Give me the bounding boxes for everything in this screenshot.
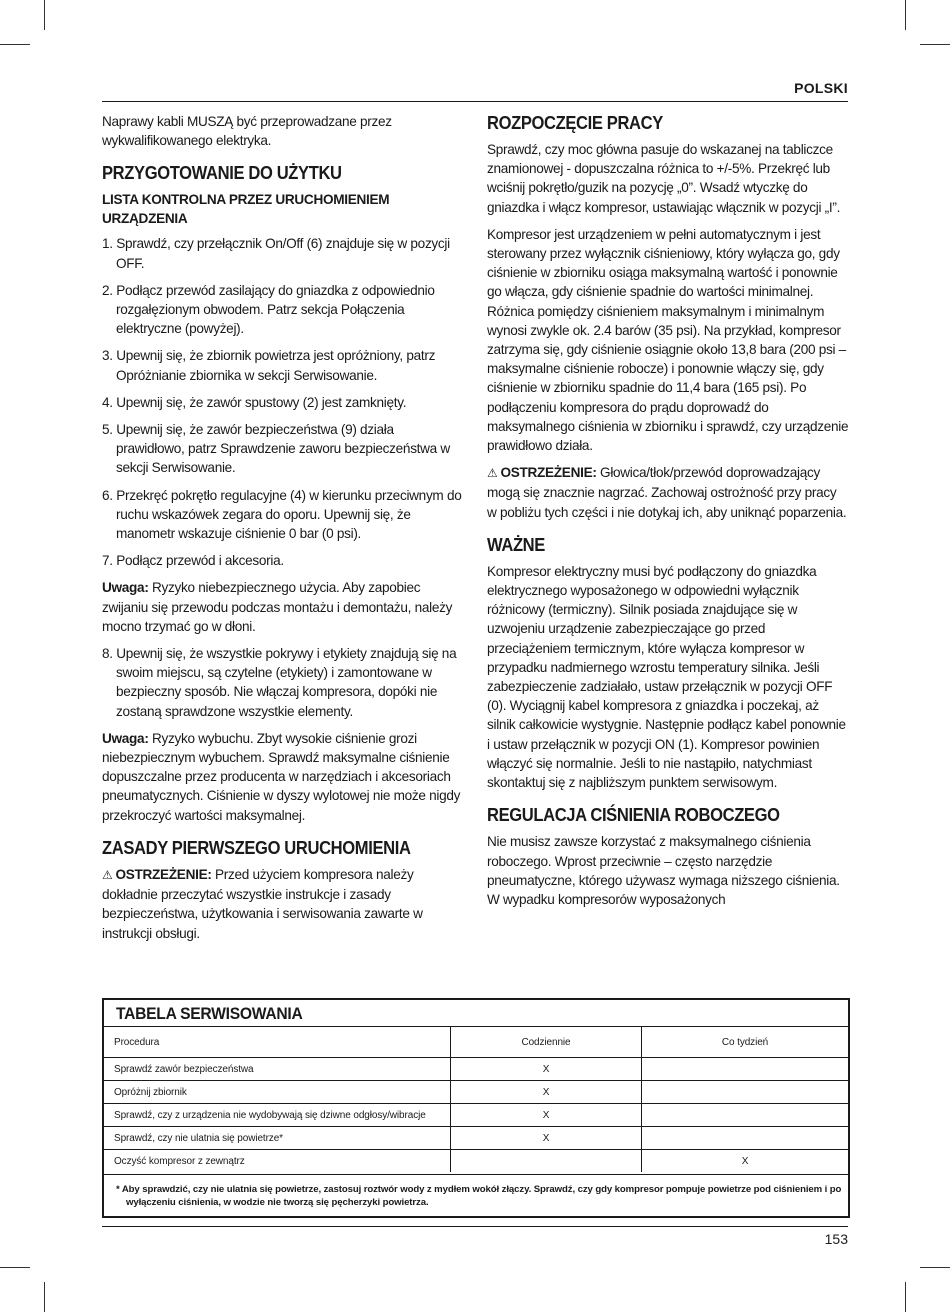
checklist-item: 1. Sprawdź, czy przełącznik On/Off (6) znajduje się w pozycji OFF. — [102, 236, 450, 271]
column-header: Procedura — [104, 1027, 451, 1058]
language-label: POLSKI — [794, 80, 848, 96]
header-rule — [102, 101, 848, 102]
paragraph: Nie musisz zawsze korzystać z maksymalnego ciśnienia roboczego. Wprost przeciwnie – często narzędzie pneumatyczne, którego używasz wymaga niższego ciśnienia. W wypadku kompresorów wyposażonych — [487, 834, 840, 907]
warning-paragraph — [487, 463, 849, 522]
note-text: Ryzyko wybuchu. Zbyt wysokie ciśnienie grozi niebezpiecznym wybuchem. Sprawdź maksymalne ciśnienie dopuszczalne przez producenta w narzędziach i akcesoriach pneumatycznych. Ciśnienie w dyszy wylotowej nie może nigdy przekroczyć wartości maksymalnej. — [102, 730, 461, 823]
checklist-item: 8. Upewnij się, że wszystkie pokrywy i etykiety znajdują się na swoim miejscu, są czytelne (etykiety) i zamontowane w bezpieczny sposób. Nie włączaj kompresora, dopóki nie zostaną sprawdzone wszystkie elementy. — [102, 646, 457, 719]
table-cell — [642, 1081, 849, 1104]
section-heading-first-start: ZASADY PIERWSZEGO URUCHOMIENIA — [102, 837, 411, 858]
checklist-item: 7. Podłącz przewód i akcesoria. — [102, 553, 284, 569]
service-table — [104, 1026, 848, 1172]
table-cell — [642, 1127, 849, 1150]
table-cell: Sprawdź, czy z urządzenia nie wydobywają się dziwne odgłosy/wibracje — [104, 1104, 451, 1127]
table-cell — [642, 1058, 849, 1081]
section-heading-pressure: REGULACJA CIŚNIENIA ROBOCZEGO — [487, 805, 780, 826]
note-paragraph — [102, 578, 464, 636]
table-row — [104, 1058, 848, 1081]
crop-mark — [0, 1267, 30, 1268]
table-row — [104, 1081, 848, 1104]
table-cell: Opróżnij zbiornik — [104, 1081, 451, 1104]
crop-mark — [44, 1282, 45, 1312]
section-heading-important: WAŻNE — [487, 534, 545, 555]
paragraph: Sprawdź, czy moc główna pasuje do wskazanej na tabliczce znamionowej - dopuszczalna różnica to +/-5%. Przekręć lub wciśnij pokrętło/guzik na pozycję „0”. Wsadź wtyczkę do gniazdka i włącz kompresor, ustawiając włącznik w pozycji „I”. — [487, 142, 841, 215]
checklist-item: 2. Podłącz przewód zasilający do gniazdka z odpowiednio rozgałęzionym obwodem. Patrz sekcja Połączenia elektryczne (powyżej). — [102, 282, 435, 337]
table-cell: X — [451, 1127, 642, 1150]
warning-text: Przed użyciem kompresora należy dokładnie przeczytać wszystkie instrukcje i zasady bezpieczeństwa, użytkowania i serwisowania zawarte w instrukcji obsługi. — [102, 866, 423, 941]
table-cell — [451, 1150, 642, 1173]
intro-paragraph: Naprawy kabli MUSZĄ być przeprowadzane przez wykwalifikowanego elektryka. — [102, 114, 392, 149]
section-heading-start: ROZPOCZĘCIE PRACY — [487, 113, 663, 133]
checklist-item: 3. Upewnij się, że zbiornik powietrza jest opróżniony, patrz Opróżnianie zbiornika w sekcji Serwisowanie. — [102, 348, 436, 383]
checklist-item: 5. Upewnij się, że zawór bezpieczeństwa (9) działa prawidłowo, patrz Sprawdzenie zaworu bezpieczeństwa w sekcji Serwisowanie. — [102, 422, 450, 476]
checklist-continued — [102, 644, 464, 721]
crop-mark — [44, 0, 45, 30]
footnote-divider — [104, 1174, 848, 1175]
column-header: Codziennie — [451, 1027, 642, 1058]
footer-rule — [102, 1226, 848, 1227]
paragraph: Kompresor elektryczny musi być podłączony do gniazdka elektrycznego wyposażonego w odpowiedni wyłącznik różnicowy (termiczny). Silnik posiada znajdujące się w uzwojeniu urządzenie zabezpieczające go przed przeciążeniem termicznym, które wyłącza kompresor w przypadku nadmiernego wzrostu temperatury silnika. Jeśli zabezpieczenie zadziałało, ustaw przełącznik w pozycji OFF (0). Wyciągnij kabel kompresora z gniazdka i poczekaj, aż silnik całkowicie wystygnie. Następnie podłącz kabel ponownie i ustaw przełącznik w pozycji ON (1). Kompresor powinien włączyć się normalnie. Jeśli to nie nastąpiło, natychmiast skontaktuj się z najbliższym punktem serwisowym. — [487, 563, 846, 791]
table-cell: Sprawdź zawór bezpieczeństwa — [104, 1058, 451, 1081]
checklist-item: 6. Przekręć pokrętło regulacyjne (4) w kierunku przeciwnym do ruchu wskazówek zegara do oporu. Upewnij się, że manometr wskazuje ciśnienie 0 bar (0 psi). — [102, 487, 462, 542]
warning-label: OSTRZEŻENIE: — [500, 465, 597, 481]
note-text: Ryzyko niebezpiecznego użycia. Aby zapobiec zwijaniu się przewodu podczas montażu i demontażu, należy mocno trzymać go w dłoni. — [102, 580, 453, 634]
crop-mark — [920, 44, 950, 45]
checklist-heading: LISTA KONTROLNA PRZEZ URUCHOMIENIEM URZĄDZENIA — [102, 192, 390, 227]
table-cell: X — [451, 1104, 642, 1127]
table-title: TABELA SERWISOWANIA — [116, 1004, 303, 1023]
table-row — [104, 1150, 848, 1173]
table-header-row — [104, 1027, 848, 1058]
checklist-item: 4. Upewnij się, że zawór spustowy (2) jest zamknięty. — [102, 394, 407, 410]
paragraph: Kompresor jest urządzeniem w pełni automatycznym i jest sterowany przez wyłącznik ciśnieniowy, który wyłącza go, gdy ciśnienie w zbiorniku osiąga maksymalną wartość i ponownie go włącza, gdy ciśnienie spadnie do wartości minimalnej. Różnica pomiędzy ciśnieniem maksymalnym i minimalnym wynosi zwykle ok. 2.4 barów (35 psi). Na przykład, kompresor zatrzyma się, gdy ciśnienie osiągnie około 13,8 bara (200 psi – maksymalne ciśnienie robocze) i ponownie włączy się, gdy ciśnienie w zbiorniku spadnie do 11,4 bara (165 psi). Po podłączeniu kompresora do prądu doprowadź do maksymalnego ciśnienia w zbiorniku i sprawdź, czy urządzenie prawidłowo działa. — [487, 226, 849, 454]
section-heading-preparation: PRZYGOTOWANIE DO UŻYTKU — [102, 163, 342, 184]
crop-mark — [905, 1282, 906, 1312]
table-cell: X — [451, 1058, 642, 1081]
right-column — [487, 112, 849, 917]
page-number: 153 — [824, 1231, 848, 1247]
warning-triangle-icon: ⚠ — [102, 867, 113, 882]
table-footnote: * Aby sprawdzić, czy nie ulatnia się powietrze, zastosuj roztwór wody z mydłem wokół złączy. Sprawdź, czy gdy kompresor pompuje powietrze pod ciśnieniem i po wyłączeniu ciśnienia, w wodzie nie tworzą się pęcherzyki powietrza. — [116, 1184, 842, 1208]
warning-text: Głowica/tłok/przewód doprowadzający mogą się znacznie nagrzać. Zachowaj ostrożność przy pracy w pobliżu tych części i nie dotykaj ich, aby uniknąć poparzenia. — [487, 465, 847, 520]
column-header: Co tydzień — [642, 1027, 849, 1058]
table-cell: X — [642, 1150, 849, 1173]
crop-mark — [0, 44, 30, 45]
service-table-box — [102, 998, 850, 1218]
warning-label: OSTRZEŻENIE: — [115, 866, 212, 882]
table-row — [104, 1127, 848, 1150]
table-cell: X — [451, 1081, 642, 1104]
table-cell: Sprawdź, czy nie ulatnia się powietrze* — [104, 1127, 451, 1150]
note-label: Uwaga: — [102, 580, 149, 596]
warning-triangle-icon: ⚠ — [487, 466, 498, 481]
note-label: Uwaga: — [102, 730, 149, 746]
crop-mark — [920, 1267, 950, 1268]
crop-mark — [905, 0, 906, 30]
table-cell — [642, 1104, 849, 1127]
left-column — [102, 112, 464, 951]
table-cell: Oczyść kompresor z zewnątrz — [104, 1150, 451, 1173]
checklist — [102, 234, 464, 570]
warning-paragraph — [102, 865, 464, 943]
note-paragraph — [102, 729, 464, 825]
table-row — [104, 1104, 848, 1127]
